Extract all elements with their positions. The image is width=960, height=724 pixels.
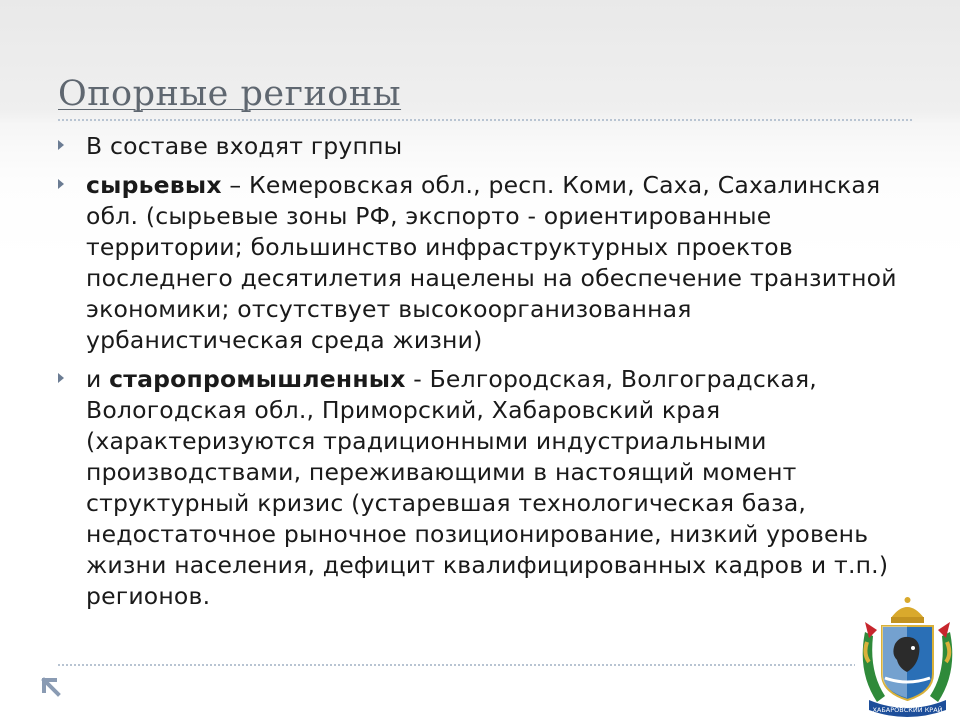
nav-arrow-icon[interactable]	[40, 676, 62, 698]
bullet-text: В составе входят группы	[86, 132, 403, 160]
footer-divider	[58, 664, 912, 666]
bullet-keyword: сырьевых	[86, 171, 222, 199]
triangle-bullet-icon	[58, 179, 64, 189]
bullet-text: – Кемеровская обл., респ. Коми, Саха, Сахалинская обл. (сырьевые зоны РФ, экспорто - ориентированные территории; большинство инфраструктурных проектов последнего десятилетия нацелены на обеспечение транзитной экономики; отсутствует высокоорганизованная урбанистическая среда жизни)	[86, 171, 897, 354]
bullet-text: - Белгородская, Волгоградская, Вологодская обл., Приморский, Хабаровский края (характеризуются традиционными индустриальными производствами, переживающими в настоящий момент структурный кризис (устаревшая технологическая база, недостаточное рыночное позиционирование, низкий уровень жизни населения, дефицит квалифицированных кадров и т.п.) регионов.	[86, 365, 889, 610]
coat-of-arms-icon	[855, 592, 960, 720]
bullet-keyword: старопромышленных	[109, 365, 406, 393]
bullet-prefix: и	[86, 365, 110, 393]
list-item	[56, 364, 916, 612]
title-divider	[58, 119, 912, 121]
bullet-list	[56, 131, 916, 620]
triangle-bullet-icon	[58, 373, 64, 383]
list-item	[56, 131, 916, 162]
emblem-caption: ХАБАРОВСКИЙ КРАЙ	[872, 706, 943, 714]
list-item	[56, 170, 916, 356]
slide-title: Опорные регионы	[58, 74, 402, 114]
triangle-bullet-icon	[58, 140, 64, 150]
